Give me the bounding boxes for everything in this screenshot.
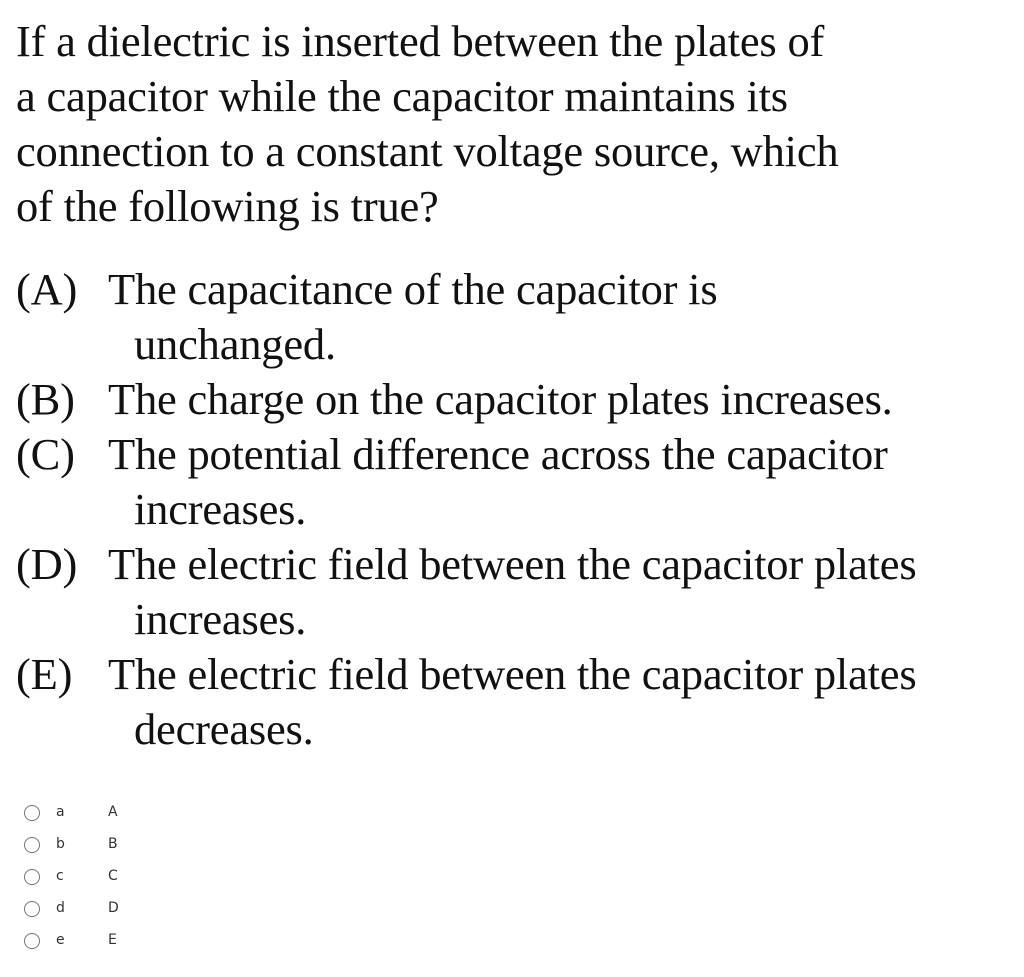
answer-key: b (56, 836, 65, 852)
answer-key: e (56, 932, 65, 948)
option-text-continued: unchanged. (134, 319, 336, 369)
answer-label: E (108, 932, 117, 948)
option-text: The charge on the capacitor plates increases. (108, 374, 893, 424)
option-a (16, 262, 1020, 372)
radio-button-a[interactable] (24, 805, 40, 821)
answer-key: a (56, 804, 65, 820)
option-letter: (D) (16, 539, 78, 589)
answer-label: C (108, 868, 118, 884)
answer-key: c (56, 868, 64, 884)
question-stem (16, 14, 1016, 234)
option-letter: (E) (16, 649, 73, 699)
option-e (16, 647, 1020, 757)
option-d (16, 537, 1020, 647)
option-text-continued: decreases. (134, 704, 314, 754)
option-letter: (C) (16, 429, 75, 479)
option-text: The electric field between the capacitor plates (108, 539, 917, 589)
answer-row-e[interactable] (24, 928, 324, 960)
question-stem-line: a capacitor while the capacitor maintains its (16, 71, 788, 121)
answer-row-c[interactable] (24, 864, 324, 896)
answer-key: d (56, 900, 65, 916)
answer-row-d[interactable] (24, 896, 324, 928)
question-stem-line: connection to a constant voltage source, which (16, 126, 839, 176)
option-text: The potential difference across the capacitor (108, 429, 888, 479)
radio-button-c[interactable] (24, 869, 40, 885)
option-c (16, 427, 1020, 537)
option-text-continued: increases. (134, 484, 307, 534)
option-letter: (A) (16, 264, 78, 314)
question-options (16, 262, 1020, 757)
radio-button-b[interactable] (24, 837, 40, 853)
answer-row-b[interactable] (24, 832, 324, 864)
question-stem-line: of the following is true? (16, 181, 439, 231)
answer-label: D (108, 900, 119, 916)
answer-label: A (108, 804, 118, 820)
option-text-continued: increases. (134, 594, 307, 644)
answer-label: B (108, 836, 118, 852)
option-text: The electric field between the capacitor plates (108, 649, 917, 699)
answer-row-a[interactable] (24, 800, 324, 832)
answer-choices (24, 800, 324, 960)
option-letter: (B) (16, 374, 75, 424)
option-text: The capacitance of the capacitor is (108, 264, 718, 314)
option-b (16, 372, 1020, 427)
radio-button-e[interactable] (24, 933, 40, 949)
question-stem-line: If a dielectric is inserted between the plates of (16, 16, 825, 66)
radio-button-d[interactable] (24, 901, 40, 917)
